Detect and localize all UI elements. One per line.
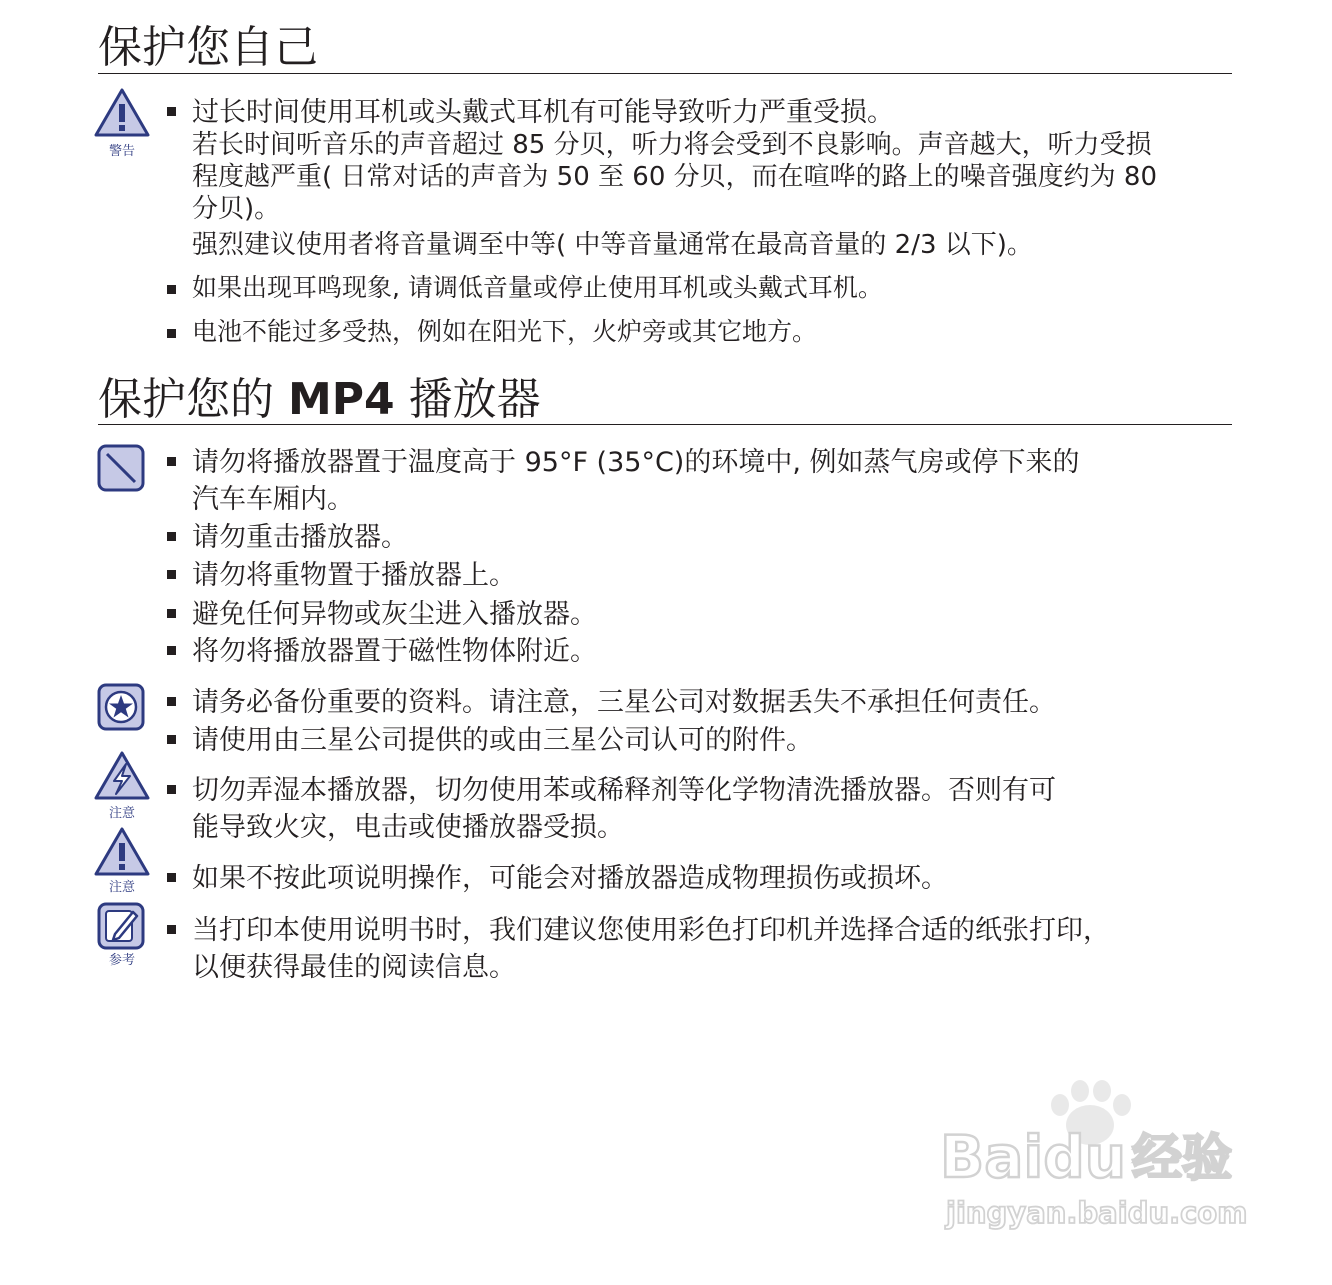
list-item: 切勿弄湿本播放器，切勿使用苯或稀释剂等化学物清洗播放器。否则有可 能导致火灾，电击或使播放器受损。: [167, 772, 1227, 846]
warning-icon: [93, 87, 151, 139]
prohibition-icon: [97, 444, 145, 492]
paragraph-line: 强烈建议使用者将音量调至中等( 中等音量通常在最高音量的 2/3 以下)。: [192, 230, 1033, 260]
electric-shock-icon-label: 注意: [108, 806, 135, 821]
list-item: 电池不能过多受热，例如在阳光下，火炉旁或其它地方。: [167, 316, 1227, 348]
list-item: 请勿将播放器置于温度高于 95°F (35°C)的环境中, 例如蒸气房或停下来的 汽车车厢内。: [167, 444, 1227, 518]
list-item: 如果不按此项说明操作，可能会对播放器造成物理损伤或损坏。: [167, 860, 1227, 897]
list-item: 请使用由三星公司提供的或由三星公司认可的附件。: [167, 722, 1227, 759]
warning-icon-label: 警告: [108, 144, 135, 159]
watermark-brand: Baidu: [940, 1123, 1127, 1191]
baidu-jingyan-watermark: [940, 1085, 1252, 1239]
section-divider: [98, 424, 1232, 425]
list-item: 当打印本使用说明书时，我们建议您使用彩色打印机并选择合适的纸张打印， 以便获得最佳的阅读信息。: [167, 912, 1227, 986]
electric-shock-icon: [93, 750, 151, 802]
list-item: 如果出现耳鸣现象, 请调低音量或停止使用耳机或头戴式耳机。: [167, 272, 1227, 304]
list-item: 避免任何异物或灰尘进入播放器。: [167, 596, 1227, 633]
section-title-protect-player: 保护您的 MP4 播放器: [98, 374, 541, 425]
watermark-url: jingyan.baidu.com: [946, 1196, 1248, 1230]
section-title-protect-yourself: 保护您自己: [98, 22, 318, 73]
paragraph-line: 分贝)。: [192, 194, 281, 224]
note-icon-label: 参考: [108, 953, 135, 968]
watermark-cn: 经验: [1132, 1129, 1232, 1187]
star-icon: [97, 683, 145, 731]
note-pencil-icon: [97, 902, 145, 950]
list-item: 请勿重击播放器。: [167, 519, 1227, 556]
caution-icon-label: 注意: [108, 880, 135, 895]
section-divider: [98, 73, 1232, 74]
list-item: 请勿将重物置于播放器上。: [167, 557, 1227, 594]
caution-icon: [93, 826, 151, 878]
list-item: 过长时间使用耳机或头戴式耳机有可能导致听力严重受损。: [167, 94, 1227, 131]
list-item: 将勿将播放器置于磁性物体附近。: [167, 633, 1227, 670]
paragraph-line: 若长时间听音乐的声音超过 85 分贝，听力将会受到不良影响。声音越大，听力受损: [192, 130, 1152, 160]
list-item: 请务必备份重要的资料。请注意，三星公司对数据丢失不承担任何责任。: [167, 684, 1227, 721]
paragraph-line: 程度越严重( 日常对话的声音为 50 至 60 分贝，而在喧哗的路上的噪音强度约为 80: [192, 162, 1157, 192]
